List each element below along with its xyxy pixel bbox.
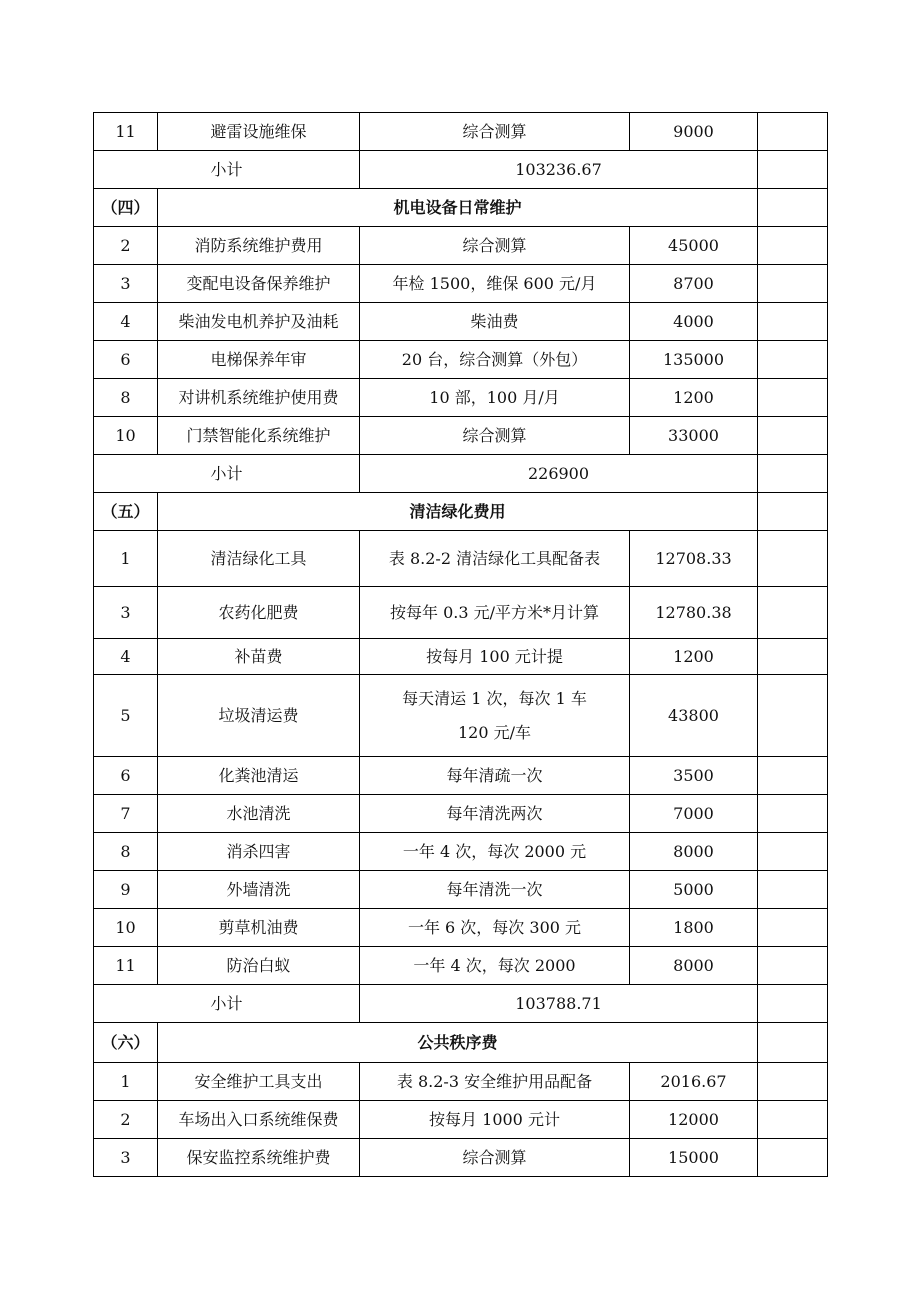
remark-cell [758, 189, 828, 227]
row-number: 8 [94, 833, 158, 871]
remark-cell [758, 675, 828, 757]
amount: 2016.67 [630, 1063, 758, 1101]
calc-basis: 20 台，综合测算（外包） [360, 341, 630, 379]
calc-basis: 按每年 0.3 元/平方米*月计算 [360, 587, 630, 639]
remark-cell [758, 531, 828, 587]
remark-cell [758, 639, 828, 675]
section-header-row [94, 189, 828, 227]
remark-cell [758, 417, 828, 455]
amount: 12000 [630, 1101, 758, 1139]
amount: 9000 [630, 113, 758, 151]
remark-cell [758, 871, 828, 909]
row-number: 2 [94, 1101, 158, 1139]
subtotal-row [94, 455, 828, 493]
row-number: 11 [94, 113, 158, 151]
calc-basis: 综合测算 [360, 113, 630, 151]
amount: 12780.38 [630, 587, 758, 639]
table-row [94, 639, 828, 675]
calc-basis: 10 部，100 月/月 [360, 379, 630, 417]
section-number: （六） [94, 1023, 158, 1063]
amount: 8700 [630, 265, 758, 303]
calc-basis: 每年清洗一次 [360, 871, 630, 909]
remark-cell [758, 265, 828, 303]
row-number: 4 [94, 639, 158, 675]
calc-basis: 一年 6 次，每次 300 元 [360, 909, 630, 947]
calc-basis: 每年清洗两次 [360, 795, 630, 833]
table-row [94, 303, 828, 341]
item-name: 变配电设备保养维护 [158, 265, 360, 303]
item-name: 清洁绿化工具 [158, 531, 360, 587]
calc-basis: 每年清疏一次 [360, 757, 630, 795]
row-number: 10 [94, 909, 158, 947]
item-name: 安全维护工具支出 [158, 1063, 360, 1101]
section-header-row [94, 493, 828, 531]
subtotal-label: 小计 [94, 455, 360, 493]
calc-basis: 年检 1500，维保 600 元/月 [360, 265, 630, 303]
calc-basis [360, 675, 630, 757]
calc-basis: 一年 4 次，每次 2000 元 [360, 833, 630, 871]
table-row [94, 531, 828, 587]
amount: 4000 [630, 303, 758, 341]
amount: 43800 [630, 675, 758, 757]
remark-cell [758, 757, 828, 795]
section-header-row [94, 1023, 828, 1063]
amount: 45000 [630, 227, 758, 265]
calc-basis: 综合测算 [360, 227, 630, 265]
row-number: 4 [94, 303, 158, 341]
amount: 1800 [630, 909, 758, 947]
remark-cell [758, 985, 828, 1023]
amount: 33000 [630, 417, 758, 455]
calc-basis: 综合测算 [360, 417, 630, 455]
table-row [94, 227, 828, 265]
row-number: 2 [94, 227, 158, 265]
remark-cell [758, 303, 828, 341]
row-number: 3 [94, 265, 158, 303]
calc-basis: 表 8.2-3 安全维护用品配备 [360, 1063, 630, 1101]
item-name: 垃圾清运费 [158, 675, 360, 757]
remark-cell [758, 1139, 828, 1177]
item-name: 补苗费 [158, 639, 360, 675]
table-row [94, 417, 828, 455]
table-row [94, 795, 828, 833]
item-name: 消防系统维护费用 [158, 227, 360, 265]
table-row [94, 871, 828, 909]
calc-basis-line: 120 元/车 [457, 722, 532, 742]
calc-basis-line: 每天清运 1 次，每次 1 车 [402, 688, 587, 708]
row-number: 6 [94, 757, 158, 795]
item-name: 水池清洗 [158, 795, 360, 833]
remark-cell [758, 1023, 828, 1063]
amount: 12708.33 [630, 531, 758, 587]
table-row [94, 909, 828, 947]
amount: 8000 [630, 833, 758, 871]
row-number: 3 [94, 1139, 158, 1177]
subtotal-amount: 103236.67 [360, 151, 758, 189]
subtotal-amount: 103788.71 [360, 985, 758, 1023]
amount: 8000 [630, 947, 758, 985]
amount: 7000 [630, 795, 758, 833]
item-name: 柴油发电机养护及油耗 [158, 303, 360, 341]
item-name: 对讲机系统维护使用费 [158, 379, 360, 417]
section-number: （四） [94, 189, 158, 227]
table-row [94, 1139, 828, 1177]
table-row [94, 833, 828, 871]
remark-cell [758, 113, 828, 151]
table-row [94, 379, 828, 417]
section-number: （五） [94, 493, 158, 531]
item-name: 农药化肥费 [158, 587, 360, 639]
row-number: 1 [94, 531, 158, 587]
remark-cell [758, 1101, 828, 1139]
section-title: 清洁绿化费用 [158, 493, 758, 531]
calc-basis: 按每月 100 元计提 [360, 639, 630, 675]
remark-cell [758, 1063, 828, 1101]
amount: 5000 [630, 871, 758, 909]
table-row [94, 341, 828, 379]
table-row [94, 265, 828, 303]
subtotal-row [94, 985, 828, 1023]
item-name: 消杀四害 [158, 833, 360, 871]
item-name: 剪草机油费 [158, 909, 360, 947]
remark-cell [758, 587, 828, 639]
item-name: 保安监控系统维护费 [158, 1139, 360, 1177]
item-name: 防治白蚁 [158, 947, 360, 985]
section-title: 机电设备日常维护 [158, 189, 758, 227]
item-name: 外墙清洗 [158, 871, 360, 909]
amount: 15000 [630, 1139, 758, 1177]
remark-cell [758, 455, 828, 493]
subtotal-row [94, 151, 828, 189]
section-title: 公共秩序费 [158, 1023, 758, 1063]
table-row [94, 1063, 828, 1101]
subtotal-amount: 226900 [360, 455, 758, 493]
item-name: 化粪池清运 [158, 757, 360, 795]
row-number: 9 [94, 871, 158, 909]
remark-cell [758, 947, 828, 985]
remark-cell [758, 379, 828, 417]
row-number: 8 [94, 379, 158, 417]
table-row [94, 587, 828, 639]
row-number: 1 [94, 1063, 158, 1101]
subtotal-label: 小计 [94, 151, 360, 189]
amount: 1200 [630, 639, 758, 675]
calc-basis: 一年 4 次，每次 2000 [360, 947, 630, 985]
remark-cell [758, 227, 828, 265]
calc-basis: 柴油费 [360, 303, 630, 341]
row-number: 5 [94, 675, 158, 757]
row-number: 7 [94, 795, 158, 833]
row-number: 6 [94, 341, 158, 379]
table-row [94, 675, 828, 757]
remark-cell [758, 493, 828, 531]
cost-table [93, 112, 828, 1177]
amount: 135000 [630, 341, 758, 379]
table-row [94, 947, 828, 985]
calc-basis: 表 8.2-2 清洁绿化工具配备表 [360, 531, 630, 587]
item-name: 避雷设施维保 [158, 113, 360, 151]
remark-cell [758, 151, 828, 189]
amount: 1200 [630, 379, 758, 417]
item-name: 电梯保养年审 [158, 341, 360, 379]
remark-cell [758, 341, 828, 379]
calc-basis: 综合测算 [360, 1139, 630, 1177]
remark-cell [758, 833, 828, 871]
row-number: 3 [94, 587, 158, 639]
table-row [94, 757, 828, 795]
item-name: 车场出入口系统维保费 [158, 1101, 360, 1139]
remark-cell [758, 795, 828, 833]
row-number: 10 [94, 417, 158, 455]
table-row [94, 1101, 828, 1139]
remark-cell [758, 909, 828, 947]
item-name: 门禁智能化系统维护 [158, 417, 360, 455]
calc-basis: 按每月 1000 元计 [360, 1101, 630, 1139]
amount: 3500 [630, 757, 758, 795]
row-number: 11 [94, 947, 158, 985]
table-row [94, 113, 828, 151]
subtotal-label: 小计 [94, 985, 360, 1023]
